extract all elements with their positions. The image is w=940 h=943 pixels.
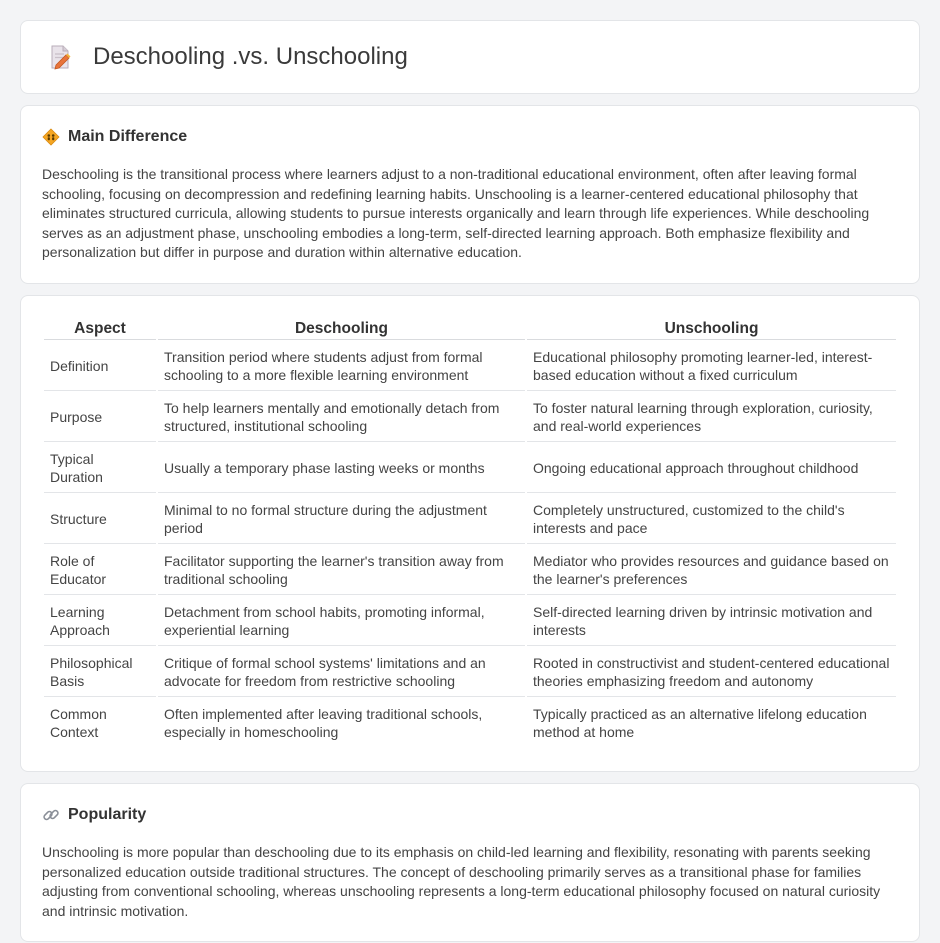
table-row [44, 648, 896, 697]
row-unschooling: Self-directed learning driven by intrinsic motivation and interests [527, 597, 896, 646]
table-row [44, 495, 896, 544]
row-deschooling: To help learners mentally and emotionally detach from structured, institutional schooling [158, 393, 525, 442]
row-aspect: Definition [44, 342, 156, 391]
popularity-heading [42, 806, 898, 824]
row-aspect: Philosophical Basis [44, 648, 156, 697]
table-row [44, 342, 896, 391]
main-difference-heading [42, 128, 898, 146]
table-row [44, 699, 896, 747]
table-header-row [44, 320, 896, 340]
row-aspect: Purpose [44, 393, 156, 442]
row-unschooling: Mediator who provides resources and guidance based on the learner's preferences [527, 546, 896, 595]
row-deschooling: Transition period where students adjust from formal schooling to a more flexible learning environment [158, 342, 525, 391]
header-deschooling: Deschooling [158, 320, 525, 340]
comparison-table [42, 318, 898, 749]
row-deschooling: Usually a temporary phase lasting weeks or months [158, 444, 525, 493]
popularity-title: Popularity [68, 805, 147, 823]
header-aspect: Aspect [44, 320, 156, 340]
table-row [44, 444, 896, 493]
table-row [44, 597, 896, 646]
header-unschooling: Unschooling [527, 320, 896, 340]
row-unschooling: Typically practiced as an alternative lifelong education method at home [533, 705, 867, 740]
row-unschooling: Educational philosophy promoting learner-led, interest-based education without a fixed curriculum [527, 342, 896, 391]
row-unschooling: To foster natural learning through exploration, curiosity, and real-world experiences [527, 393, 896, 442]
link-icon [42, 806, 60, 824]
row-deschooling: Minimal to no formal structure during the adjustment period [158, 495, 525, 544]
row-unschooling: Ongoing educational approach throughout childhood [527, 444, 896, 493]
row-aspect: Role of Educator [44, 546, 156, 595]
row-aspect: Typical Duration [44, 444, 156, 493]
page-title: Deschooling .vs. Unschooling [93, 43, 408, 70]
row-aspect: Structure [44, 495, 156, 544]
diamond-people-icon [42, 128, 60, 146]
row-deschooling: Critique of formal school systems' limitations and an advocate for freedom from restrictive schooling [158, 648, 525, 697]
header-card [20, 20, 920, 94]
document-pencil-icon [45, 42, 75, 72]
row-deschooling: Often implemented after leaving traditional schools, especially in homeschooling [164, 705, 483, 740]
popularity-card [20, 783, 920, 942]
row-unschooling: Rooted in constructivist and student-centered educational theories emphasizing freedom and autonomy [527, 648, 896, 697]
row-aspect: Learning Approach [44, 597, 156, 646]
row-deschooling: Facilitator supporting the learner's transition away from traditional schooling [158, 546, 525, 595]
row-deschooling: Detachment from school habits, promoting informal, experiential learning [158, 597, 525, 646]
table-row [44, 546, 896, 595]
row-aspect: Common Context [50, 705, 107, 740]
main-difference-title: Main Difference [68, 128, 188, 145]
main-difference-card [20, 105, 920, 284]
comparison-card [20, 295, 920, 772]
main-difference-text: Deschooling is the transitional process where learners adjust to a non-traditional educational environment, often after leaving formal schooling, focusing on decompression and redefining learning habits. Unschooling is a learner-centered educational philosophy that eliminates structured curricula, allowing students to pursue interests organically and learn through life experiences. While deschooling serves as an adjustment phase, unschooling embodies a long-term, self-directed learning approach. Both emphasize flexibility and personalization but differ in purpose and duration within alternative education. [42, 166, 870, 261]
table-row [44, 393, 896, 442]
popularity-text: Unschooling is more popular than deschooling due to its emphasis on child-led learning and flexibility, resonating with parents seeking personalized education outside traditional structures. The concept of deschooling primarily serves as a transitional phase for families adjusting from conventional schooling, whereas unschooling represents a long-term educational philosophy focused on natural curiosity and intrinsic motivation. [42, 843, 881, 919]
row-unschooling: Completely unstructured, customized to the child's interests and pace [527, 495, 896, 544]
